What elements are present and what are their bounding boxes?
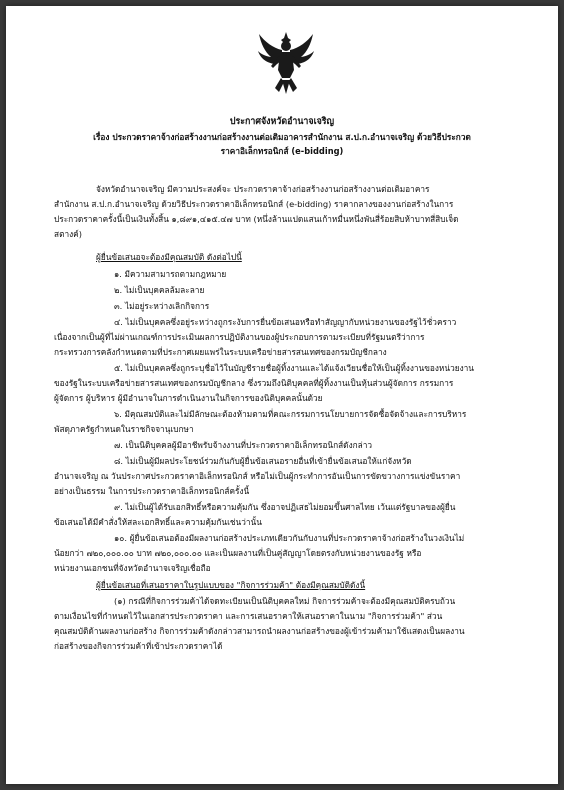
subject-line-1: เรื่อง ประกวดราคาจ้างก่อสร้างงานก่อสร้างงานต่อเติมอาคารสำนักงาน ส.ป.ก.อำนาจเจริญ ด้วยวิธีประกวด: [93, 133, 471, 143]
intro-line: สำนักงาน ส.ป.ก.อำนาจเจริญ ด้วยวิธีประกวดราคาอิเล็กทรอนิกส์ (e-bidding) ราคากลางของงานก่อสร้างในการ: [54, 199, 454, 209]
consortium-text-line: คุณสมบัติด้านผลงานก่อสร้าง กิจการร่วมค้าดังกล่าวสามารถนำผลงานก่อสร้างของผู้เข้าร่วมค้ามาใช้แสดงเป็นผลงาน: [54, 626, 465, 636]
qualification-item: ๓. ไม่อยู่ระหว่างเลิกกิจการ: [114, 301, 210, 311]
qualification-item: ๑๐. ผู้ยื่นข้อเสนอต้องมีผลงานก่อสร้างประเภทเดียวกันกับงานที่ประกวดราคาจ้างก่อสร้างในวงเงินไม่: [114, 533, 465, 543]
intro-line: ประกวดราคาครั้งนี้เป็นเงินทั้งสิ้น ๑,๘๙๑,๔๑๕.๔๗ บาท (หนึ่งล้านแปดแสนเก้าหมื่นหนึ่งพันสี่ร้อยสิบห้าบาทสี่สิบเจ็ด: [54, 214, 459, 224]
subject-line-2: ราคาอิเล็กทรอนิกส์ (e-bidding): [220, 147, 344, 157]
qualification-item: ข้อเสนอได้มีคำสั่งให้สละเอกสิทธิ์และความคุ้มกันเช่นว่านั้น: [54, 517, 262, 527]
qualification-item: ๗. เป็นนิติบุคคลผู้มีอาชีพรับจ้างงานที่ประกวดราคาอิเล็กทรอนิกส์ดังกล่าว: [114, 440, 373, 450]
qualification-item: อย่างเป็นธรรม ในการประกวดราคาอิเล็กทรอนิกส์ครั้งนี้: [54, 486, 250, 496]
qualification-item: หน่วยงานเอกชนที่จังหวัดอำนาจเจริญเชื่อถือ: [54, 563, 211, 573]
qualification-item: น้อยกว่า ๗๒๐,๐๐๐.๐๐ บาท ๗๒๐,๐๐๐.๐๐ และเป็นผลงานที่เป็นคู่สัญญาโดยตรงกับหน่วยงานของรัฐ หรือ: [54, 548, 422, 558]
qualification-item: ๖. มีคุณสมบัติและไม่มีลักษณะต้องห้ามตามที่คณะกรรมการนโยบายการจัดซื้อจัดจ้างและการบริหาร: [114, 409, 467, 419]
qualification-item: อำนาจเจริญ ณ วันประกาศประกวดราคาอิเล็กทรอนิกส์ หรือไม่เป็นผู้กระทำการอันเป็นการขัดขวางการแข่งขันราคา: [54, 471, 461, 481]
qualification-item: ๑. มีความสามารถตามกฎหมาย: [114, 269, 227, 279]
intro-line: จังหวัดอำนาจเจริญ มีความประสงค์จะ ประกวดราคาจ้างก่อสร้างงานก่อสร้างงานต่อเติมอาคาร: [96, 184, 430, 194]
qualification-item: ๒. ไม่เป็นบุคคลล้มละลาย: [114, 285, 205, 295]
qualification-item: ๙. ไม่เป็นผู้ได้รับเอกสิทธิ์หรือความคุ้มกัน ซึ่งอาจปฏิเสธไม่ยอมขึ้นศาลไทย เว้นแต่รัฐบาลของผู้ยื่น: [114, 502, 456, 512]
qualification-item: ของรัฐในระบบเครือข่ายสารสนเทศของกรมบัญชีกลาง ซึ่งรวมถึงนิติบุคคลที่ผู้ทิ้งงานเป็นหุ้นส่วนผู้จัดการ กรรมการ: [54, 378, 454, 388]
qualification-item: ๘. ไม่เป็นผู้มีผลประโยชน์ร่วมกันกับผู้ยื่นข้อเสนอรายอื่นที่เข้ายื่นข้อเสนอให้แก่จังหวัด: [114, 456, 412, 466]
qualification-item: ๕. ไม่เป็นบุคคลซึ่งถูกระบุชื่อไว้ในบัญชีรายชื่อผู้ทิ้งงานและได้แจ้งเวียนชื่อให้เป็นผู้ทิ้งงานของหน่วยงาน: [114, 363, 474, 373]
consortium-text-line: (๑) กรณีที่กิจการร่วมค้าได้จดทะเบียนเป็นนิติบุคคลใหม่ กิจการร่วมค้าจะต้องมีคุณสมบัติครบถ้วน: [114, 596, 456, 606]
qualifications-heading: ผู้ยื่นข้อเสนอจะต้องมีคุณสมบัติ ดังต่อไปนี้: [96, 252, 242, 262]
qualification-item: กระทรวงการคลังกำหนดตามที่ประกาศเผยแพร่ในระบบเครือข่ายสารสนเทศของกรมบัญชีกลาง: [54, 347, 387, 357]
qualification-item: ๔. ไม่เป็นบุคคลซึ่งอยู่ระหว่างถูกระงับการยื่นข้อเสนอหรือทำสัญญากับหน่วยงานของรัฐไว้ชั่วคราว: [114, 317, 457, 327]
consortium-heading: ผู้ยื่นข้อเสนอที่เสนอราคาในรูปแบบของ "กิจการร่วมค้า" ต้องมีคุณสมบัติดังนี้: [96, 580, 366, 590]
consortium-text-line: ก่อสร้างของกิจการร่วมค้าที่เข้าประกวดราคาได้: [54, 641, 223, 651]
qualification-item: ผู้จัดการ ผู้บริหาร ผู้มีอำนาจในการดำเนินงานในกิจการของนิติบุคคลนั้นด้วย: [54, 393, 323, 403]
garuda-emblem-icon: [255, 30, 317, 96]
qualification-item: พัสดุภาครัฐกำหนดในราชกิจจานุเบกษา: [54, 424, 194, 434]
consortium-text-line: ตามเงื่อนไขที่กำหนดไว้ในเอกสารประกวดราคา และการเสนอราคาให้เสนอราคาในนาม "กิจการร่วมค้า" ส่วน: [54, 611, 443, 621]
document-heading: ประกาศจังหวัดอำนาจเจริญ: [229, 116, 335, 127]
document-page: [6, 6, 558, 784]
qualification-item: เนื่องจากเป็นผู้ที่ไม่ผ่านเกณฑ์การประเมินผลการปฏิบัติงานของผู้ประกอบการตามระเบียบที่รัฐมนตรีว่าการ: [54, 332, 425, 342]
intro-line: สตางค์): [54, 229, 82, 239]
